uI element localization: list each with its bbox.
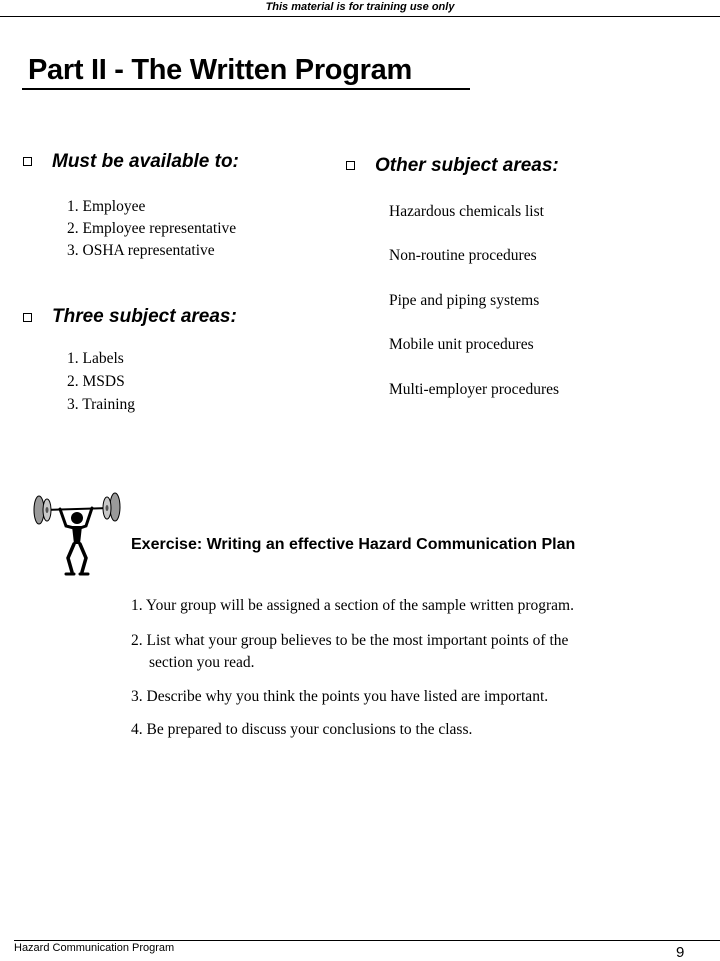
section-heading-three-subject-areas: Three subject areas: <box>52 306 237 327</box>
list-item: Hazardous chemicals list <box>389 203 544 220</box>
list-item: 3. OSHA representative <box>67 242 215 259</box>
checkbox-bullet-icon <box>346 161 355 170</box>
list-item: Mobile unit procedures <box>389 336 534 353</box>
weightlifter-icon <box>30 488 126 578</box>
exercise-heading: Exercise: Writing an effective Hazard Communication Plan <box>131 536 576 553</box>
list-item: Multi-employer procedures <box>389 381 560 398</box>
list-item: 2. MSDS <box>67 373 125 390</box>
list-item: Non-routine procedures <box>389 247 537 264</box>
list-item: 1. Labels <box>67 350 124 367</box>
exercise-item-continuation: section you read. <box>149 654 255 671</box>
training-banner: This material is for training use only <box>265 1 455 13</box>
footer-rule <box>14 940 720 941</box>
list-item: 3. Training <box>67 396 136 413</box>
exercise-item: 2. List what your group believes to be the most important points of the <box>131 632 569 649</box>
list-item: 2. Employee representative <box>67 220 237 237</box>
exercise-item: 3. Describe why you think the points you have listed are important. <box>131 688 549 705</box>
list-item: Pipe and piping systems <box>389 292 540 309</box>
section-heading-other-subject-areas: Other subject areas: <box>375 155 559 176</box>
header-rule <box>0 16 720 17</box>
title-underline <box>22 88 470 90</box>
checkbox-bullet-icon <box>23 313 32 322</box>
exercise-item: 1. Your group will be assigned a section of the sample written program. <box>131 597 574 614</box>
exercise-item: 4. Be prepared to discuss your conclusions to the class. <box>131 721 473 738</box>
page-title: Part II - The Written Program <box>28 54 412 86</box>
page-number: 9 <box>676 944 685 961</box>
checkbox-bullet-icon <box>23 157 32 166</box>
footer-label: Hazard Communication Program <box>14 942 175 954</box>
section-heading-available-to: Must be available to: <box>52 151 239 172</box>
list-item: 1. Employee <box>67 198 146 215</box>
